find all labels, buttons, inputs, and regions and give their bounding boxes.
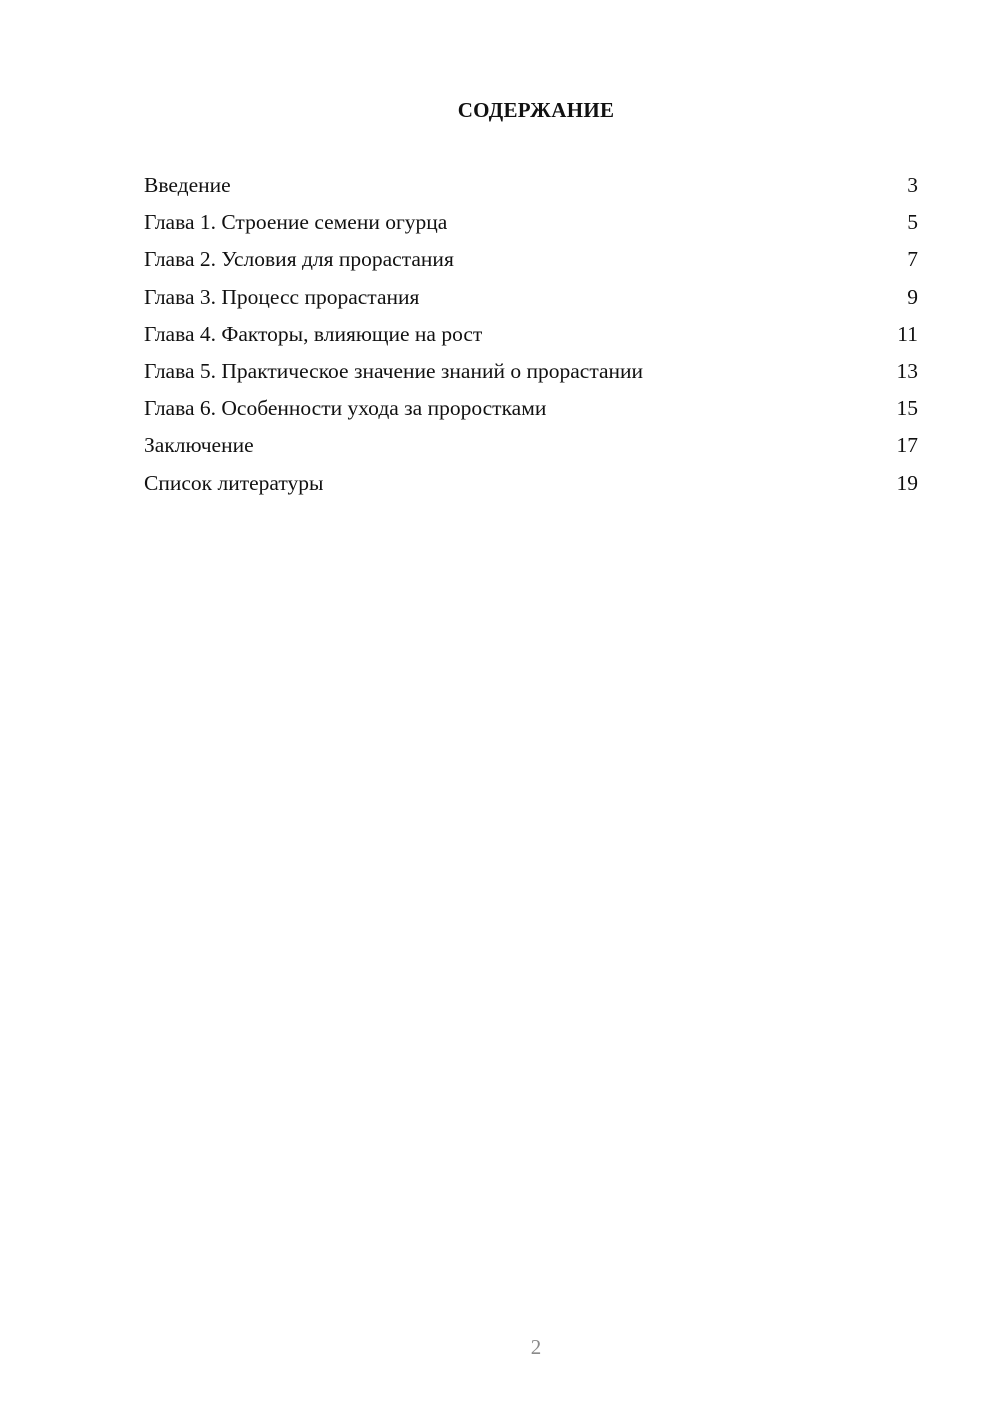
toc-entry-bibliography (144, 465, 918, 502)
toc-title: СОДЕРЖАНИЕ (457, 98, 615, 122)
toc-entry-page: 5 (907, 210, 918, 235)
toc-entry-page: 19 (896, 470, 918, 495)
toc-entry-chapter-1 (144, 204, 918, 241)
toc-entry-title: Глава 1. Строение семени огурца (144, 210, 448, 235)
toc-entry-page: 13 (896, 358, 918, 383)
toc-entry-page: 17 (896, 433, 918, 458)
toc-entry-page: 15 (896, 396, 918, 421)
toc-entry-introduction (144, 167, 918, 204)
toc-entry-title: Заключение (144, 433, 254, 458)
toc-entry-chapter-5 (144, 353, 918, 390)
toc-entry-page: 3 (907, 173, 918, 197)
toc-entry-page: 9 (907, 284, 918, 309)
toc-entry-title: Список литературы (144, 470, 324, 495)
toc-entry-title: Глава 5. Практическое значение знаний о прорастании (144, 358, 644, 383)
toc-entry-chapter-4 (144, 316, 918, 353)
toc-entry-title: Введение (144, 173, 231, 197)
toc-entry-conclusion (144, 427, 918, 464)
toc-entry-title: Глава 6. Особенности ухода за проростками (144, 396, 547, 421)
toc-list (144, 167, 918, 502)
page-number: 2 (530, 1335, 542, 1359)
toc-entry-page: 11 (897, 321, 918, 346)
toc-entry-chapter-6 (144, 390, 918, 427)
toc-entry-title: Глава 3. Процесс прорастания (144, 284, 420, 309)
toc-entry-page: 7 (907, 247, 918, 272)
toc-entry-title: Глава 4. Факторы, влияющие на рост (144, 321, 483, 346)
toc-entry-title: Глава 2. Условия для прорастания (144, 247, 454, 272)
toc-entry-chapter-2 (144, 241, 918, 278)
toc-entry-chapter-3 (144, 279, 918, 316)
